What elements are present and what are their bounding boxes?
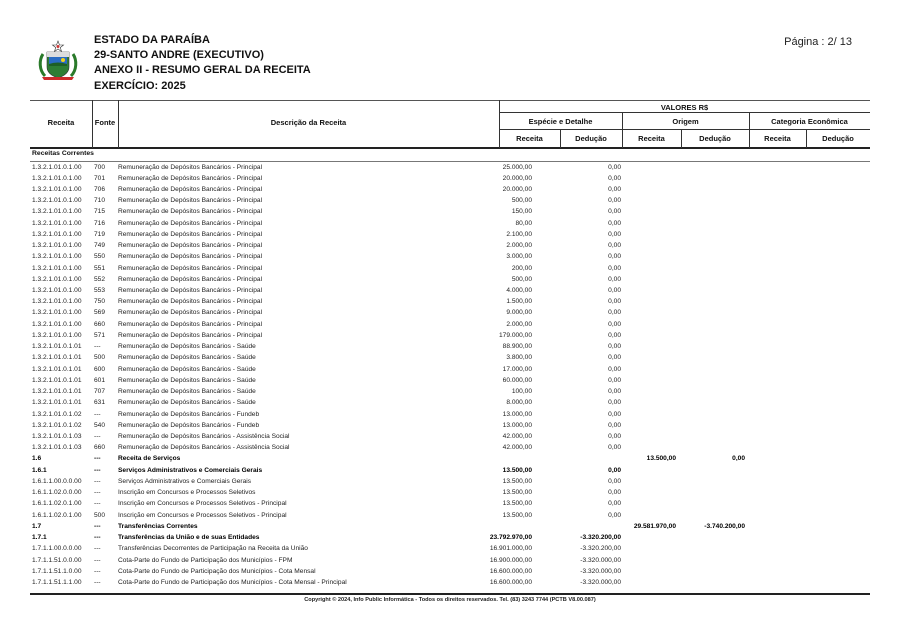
col-sub-deducao: Dedução <box>822 134 854 143</box>
especie-receita-value: 42.000,00 <box>502 433 532 441</box>
source-code: 706 <box>94 185 106 193</box>
revenue-code: 1.3.2.1.01.0.1.01 <box>32 376 82 384</box>
col-sub-receita: Receita <box>516 134 543 143</box>
revenue-code: 1.3.2.1.01.0.1.01 <box>32 343 82 351</box>
revenue-code: 1.6.1.1.00.0.0.00 <box>32 477 82 485</box>
table-row <box>0 498 900 509</box>
revenue-code: 1.6.1.1.02.0.0.00 <box>32 489 82 497</box>
revenue-description: Remuneração de Depósitos Bancários - Principal <box>118 185 263 193</box>
origem-receita-value: 29.581.970,00 <box>633 522 676 530</box>
revenue-code: 1.6.1 <box>32 466 47 474</box>
table-row <box>0 442 900 453</box>
especie-deducao-value: 0,00 <box>608 511 621 519</box>
revenue-code: 1.3.2.1.01.0.1.01 <box>32 354 82 362</box>
source-code: 700 <box>94 163 106 171</box>
especie-deducao-value: 0,00 <box>608 309 621 317</box>
source-code: 707 <box>94 388 106 396</box>
source-code: 540 <box>94 421 106 429</box>
especie-deducao-value: 0,00 <box>608 388 621 396</box>
revenue-description: Remuneração de Depósitos Bancários - Principal <box>118 331 263 339</box>
especie-receita-value: 3.800,00 <box>506 354 532 362</box>
revenue-description: Remuneração de Depósitos Bancários - Principal <box>118 219 263 227</box>
table-row <box>0 184 900 195</box>
especie-deducao-value: 0,00 <box>608 354 621 362</box>
revenue-description: Remuneração de Depósitos Bancários - Principal <box>118 163 263 171</box>
values-sub-rule <box>499 129 870 130</box>
revenue-code: 1.7.1.1.00.0.0.00 <box>32 545 82 553</box>
revenue-code: 1.3.2.1.01.0.1.01 <box>32 388 82 396</box>
revenue-code: 1.3.2.1.01.0.1.00 <box>32 320 82 328</box>
especie-deducao-value: 0,00 <box>608 365 621 373</box>
header-top-rule <box>30 100 870 101</box>
table-row <box>0 229 900 240</box>
revenue-code: 1.3.2.1.01.0.1.01 <box>32 365 82 373</box>
especie-receita-value: 16.600.000,00 <box>489 579 532 586</box>
source-code: 660 <box>94 444 106 452</box>
revenue-description: Remuneração de Depósitos Bancários - Fundeb <box>118 410 260 418</box>
source-code: --- <box>94 455 101 463</box>
table-row <box>0 307 900 318</box>
especie-deducao-value: 0,00 <box>608 343 621 351</box>
source-code: 716 <box>94 219 106 227</box>
especie-receita-value: 500,00 <box>511 275 532 283</box>
especie-receita-value: 2.000,00 <box>506 242 532 250</box>
revenue-code: 1.3.2.1.01.0.1.00 <box>32 230 82 238</box>
revenue-description: Remuneração de Depósitos Bancários - Principal <box>118 298 263 306</box>
especie-receita-value: 179.000,00 <box>498 331 532 339</box>
revenue-code: 1.3.2.1.01.0.1.00 <box>32 275 82 283</box>
especie-deducao-value: 0,00 <box>608 376 621 384</box>
table-row <box>0 274 900 285</box>
revenue-code: 1.3.2.1.01.0.1.00 <box>32 163 82 171</box>
origem-deducao-value: 0,00 <box>732 455 745 463</box>
source-code: --- <box>94 579 101 586</box>
source-code: 550 <box>94 253 106 261</box>
report-title: ANEXO II - RESUMO GERAL DA RECEITA <box>94 64 311 76</box>
table-row <box>0 409 900 420</box>
table-row <box>0 352 900 363</box>
revenue-description: Inscrição em Concursos e Processos Seletivos - Principal <box>118 511 287 519</box>
page-indicator: Página : 2/ 13 <box>784 36 852 48</box>
especie-receita-value: 3.000,00 <box>506 253 532 261</box>
revenue-description: Remuneração de Depósitos Bancários - Saúde <box>118 343 256 351</box>
especie-deducao-value: 0,00 <box>608 331 621 339</box>
source-code: 710 <box>94 197 106 205</box>
source-code: --- <box>94 477 101 485</box>
especie-deducao-value: 0,00 <box>608 275 621 283</box>
especie-deducao-value: 0,00 <box>608 253 621 261</box>
revenue-description: Transferências Decorrentes de Participação na Receita da União <box>118 545 308 553</box>
revenue-code: 1.3.2.1.01.0.1.00 <box>32 208 82 216</box>
table-row <box>0 263 900 274</box>
especie-deducao-value: 0,00 <box>608 208 621 216</box>
revenue-code: 1.3.2.1.01.0.1.03 <box>32 444 82 452</box>
especie-deducao-value: 0,00 <box>608 433 621 441</box>
revenue-description: Remuneração de Depósitos Bancários - Principal <box>118 275 263 283</box>
table-row <box>0 521 900 532</box>
col-sub-deducao: Dedução <box>699 134 731 143</box>
revenue-description: Receita de Serviços <box>118 455 181 463</box>
revenue-description: Remuneração de Depósitos Bancários - Saúde <box>118 399 256 407</box>
revenue-description: Remuneração de Depósitos Bancários - Principal <box>118 253 263 261</box>
especie-deducao-value: 0,00 <box>608 298 621 306</box>
source-code: --- <box>94 433 101 441</box>
revenue-description: Remuneração de Depósitos Bancários - Saúde <box>118 365 256 373</box>
revenue-code: 1.3.2.1.01.0.1.00 <box>32 174 82 182</box>
state-coat-of-arms-icon <box>37 40 79 84</box>
table-row <box>0 240 900 251</box>
especie-receita-value: 42.000,00 <box>502 444 532 452</box>
revenue-description: Remuneração de Depósitos Bancários - Principal <box>118 208 263 216</box>
source-code: 701 <box>94 174 106 182</box>
especie-deducao-value: -3.320.200,00 <box>580 545 621 553</box>
source-code: 715 <box>94 208 106 216</box>
especie-receita-value: 80,00 <box>515 219 532 227</box>
source-code: 500 <box>94 511 106 519</box>
table-row <box>0 532 900 543</box>
revenue-code: 1.3.2.1.01.0.1.00 <box>32 242 82 250</box>
source-code: --- <box>94 545 101 553</box>
especie-deducao-value: 0,00 <box>608 264 621 272</box>
revenue-code: 1.3.2.1.01.0.1.03 <box>32 433 82 441</box>
table-row <box>0 577 900 588</box>
revenue-code: 1.3.2.1.01.0.1.00 <box>32 253 82 261</box>
revenue-code: 1.7.1.1.51.0.0.00 <box>32 556 82 564</box>
revenue-description: Remuneração de Depósitos Bancários - Principal <box>118 174 263 182</box>
values-group-rule <box>499 112 870 113</box>
especie-deducao-value: 0,00 <box>608 219 621 227</box>
revenue-code: 1.6.1.1.02.0.1.00 <box>32 511 82 519</box>
source-code: --- <box>94 343 101 351</box>
especie-receita-value: 200,00 <box>511 264 532 272</box>
especie-receita-value: 60.000,00 <box>502 376 532 384</box>
source-code: --- <box>94 567 101 575</box>
source-code: 500 <box>94 354 106 362</box>
especie-deducao-value: 0,00 <box>608 500 621 508</box>
especie-receita-value: 20.000,00 <box>502 185 532 193</box>
table-row <box>0 173 900 184</box>
revenue-code: 1.3.2.1.01.0.1.00 <box>32 219 82 227</box>
especie-receita-value: 20.000,00 <box>502 174 532 182</box>
revenue-code: 1.3.2.1.01.0.1.01 <box>32 399 82 407</box>
table-row <box>0 251 900 262</box>
source-code: --- <box>94 556 101 564</box>
especie-receita-value: 13.500,00 <box>502 489 532 497</box>
table-row <box>0 431 900 442</box>
especie-deducao-value: 0,00 <box>608 185 621 193</box>
revenue-description: Remuneração de Depósitos Bancários - Principal <box>118 197 263 205</box>
especie-deducao-value: 0,00 <box>608 242 621 250</box>
especie-deducao-value: 0,00 <box>608 410 621 418</box>
origem-deducao-value: -3.740.200,00 <box>704 522 745 530</box>
table-row <box>0 364 900 375</box>
revenue-code: 1.3.2.1.01.0.1.00 <box>32 309 82 317</box>
source-code: 750 <box>94 298 106 306</box>
col-header-fonte: Fonte <box>94 118 116 127</box>
especie-deducao-value: 0,00 <box>608 320 621 328</box>
table-row <box>0 555 900 566</box>
state-name: ESTADO DA PARAÍBA <box>94 34 210 46</box>
revenue-description: Remuneração de Depósitos Bancários - Saúde <box>118 354 256 362</box>
revenue-description: Remuneração de Depósitos Bancários - Principal <box>118 287 263 295</box>
especie-deducao-value: 0,00 <box>608 489 621 497</box>
revenue-description: Serviços Administrativos e Comerciais Gerais <box>118 466 263 474</box>
fiscal-year: EXERCÍCIO: 2025 <box>94 80 186 92</box>
revenue-code: 1.3.2.1.01.0.1.00 <box>32 331 82 339</box>
revenue-description: Remuneração de Depósitos Bancários - Fundeb <box>118 421 260 429</box>
source-code: 571 <box>94 331 106 339</box>
revenue-description: Serviços Administrativos e Comerciais Gerais <box>118 477 252 485</box>
header-bottom-rule <box>30 147 870 149</box>
source-code: --- <box>94 489 101 497</box>
revenue-description: Remuneração de Depósitos Bancários - Principal <box>118 264 263 272</box>
table-row <box>0 206 900 217</box>
revenue-description: Transferências da União e de suas Entidades <box>118 534 260 542</box>
revenue-code: 1.3.2.1.01.0.1.02 <box>32 421 82 429</box>
revenue-code: 1.6.1.1.02.0.1.00 <box>32 500 82 508</box>
table-row <box>0 543 900 554</box>
table-row <box>0 341 900 352</box>
especie-deducao-value: 0,00 <box>608 444 621 452</box>
table-row <box>0 195 900 206</box>
especie-receita-value: 13.500,00 <box>502 477 532 485</box>
table-row <box>0 375 900 386</box>
especie-receita-value: 13.000,00 <box>502 410 532 418</box>
revenue-description: Cota-Parte do Fundo de Participação dos Municípios - FPM <box>118 556 293 564</box>
especie-receita-value: 16.900.000,00 <box>489 556 532 564</box>
especie-receita-value: 1.500,00 <box>506 298 532 306</box>
table-row <box>0 465 900 476</box>
especie-deducao-value: 0,00 <box>608 421 621 429</box>
especie-deducao-value: 0,00 <box>608 466 621 474</box>
table-row <box>0 296 900 307</box>
footer-rule <box>30 593 870 595</box>
revenue-description: Remuneração de Depósitos Bancários - Principal <box>118 242 263 250</box>
revenue-description: Remuneração de Depósitos Bancários - Saúde <box>118 388 256 396</box>
revenue-code: 1.3.2.1.01.0.1.00 <box>32 287 82 295</box>
especie-receita-value: 150,00 <box>511 208 532 216</box>
source-code: 551 <box>94 264 106 272</box>
especie-receita-value: 88.900,00 <box>502 343 532 351</box>
source-code: 600 <box>94 365 106 373</box>
table-row <box>0 330 900 341</box>
table-row <box>0 397 900 408</box>
especie-deducao-value: 0,00 <box>608 477 621 485</box>
origem-receita-value: 13.500,00 <box>646 455 676 463</box>
especie-receita-value: 16.600.000,00 <box>489 567 532 575</box>
revenue-description: Cota-Parte do Fundo de Participação dos Municípios - Cota Mensal <box>118 567 316 575</box>
table-row <box>0 510 900 521</box>
source-code: --- <box>94 534 101 542</box>
especie-receita-value: 23.792.970,00 <box>489 534 532 542</box>
table-row <box>0 162 900 173</box>
source-code: --- <box>94 466 101 474</box>
especie-deducao-value: -3.320.000,00 <box>580 579 621 586</box>
revenue-description: Remuneração de Depósitos Bancários - Assistência Social <box>118 433 290 441</box>
revenue-code: 1.7.1 <box>32 534 47 542</box>
especie-receita-value: 13.000,00 <box>502 421 532 429</box>
source-code: 631 <box>94 399 106 407</box>
revenue-description: Remuneração de Depósitos Bancários - Principal <box>118 309 263 317</box>
especie-receita-value: 2.100,00 <box>506 230 532 238</box>
especie-deducao-value: 0,00 <box>608 399 621 407</box>
source-code: --- <box>94 410 101 418</box>
especie-receita-value: 4.000,00 <box>506 287 532 295</box>
col-sub-receita: Receita <box>638 134 665 143</box>
col-group-origem: Origem <box>672 117 699 126</box>
especie-deducao-value: -3.320.200,00 <box>580 534 621 542</box>
source-code: 552 <box>94 275 106 283</box>
especie-deducao-value: 0,00 <box>608 287 621 295</box>
revenue-code: 1.3.2.1.01.0.1.00 <box>32 185 82 193</box>
revenue-code: 1.7.1.1.51.1.1.00 <box>32 579 82 586</box>
revenue-code: 1.7 <box>32 522 42 530</box>
col-sub-receita: Receita <box>764 134 791 143</box>
table-row <box>0 319 900 330</box>
col-sub-deducao: Dedução <box>575 134 607 143</box>
especie-receita-value: 9.000,00 <box>506 309 532 317</box>
source-code: --- <box>94 500 101 508</box>
table-row <box>0 453 900 464</box>
col-header-receita: Receita <box>47 118 75 127</box>
especie-deducao-value: 0,00 <box>608 230 621 238</box>
table-row <box>0 476 900 487</box>
especie-receita-value: 17.000,00 <box>502 365 532 373</box>
revenue-description: Remuneração de Depósitos Bancários - Assistência Social <box>118 444 290 452</box>
especie-receita-value: 16.901.000,00 <box>489 545 532 553</box>
revenue-description: Inscrição em Concursos e Processos Seletivos - Principal <box>118 500 287 508</box>
revenue-code: 1.6 <box>32 455 42 463</box>
especie-deducao-value: 0,00 <box>608 163 621 171</box>
revenue-description: Transferências Correntes <box>118 522 198 530</box>
revenue-code: 1.3.2.1.01.0.1.02 <box>32 410 82 418</box>
especie-deducao-value: 0,00 <box>608 174 621 182</box>
source-code: --- <box>94 522 101 530</box>
table-row <box>0 566 900 577</box>
especie-receita-value: 100,00 <box>511 388 532 396</box>
especie-deducao-value: -3.320.000,00 <box>580 567 621 575</box>
revenue-code: 1.3.2.1.01.0.1.00 <box>32 298 82 306</box>
table-row <box>0 386 900 397</box>
revenue-description: Inscrição em Concursos e Processos Seletivos <box>118 489 256 497</box>
table-row <box>0 218 900 229</box>
revenue-description: Cota-Parte do Fundo de Participação dos Municípios - Cota Mensal - Principal <box>118 579 347 586</box>
entity-name: 29-SANTO ANDRE (EXECUTIVO) <box>94 49 264 61</box>
table-row <box>0 487 900 498</box>
especie-receita-value: 13.500,00 <box>502 511 532 519</box>
section-label: Receitas Correntes <box>32 150 94 157</box>
col-header-descricao: Descrição da Receita <box>270 118 347 127</box>
especie-receita-value: 500,00 <box>511 197 532 205</box>
especie-deducao-value: 0,00 <box>608 197 621 205</box>
source-code: 660 <box>94 320 106 328</box>
table-row <box>0 285 900 296</box>
col-group-categoria: Categoria Econômica <box>771 117 848 126</box>
especie-receita-value: 25.000,00 <box>502 163 532 171</box>
col-header-valores: VALORES R$ <box>660 103 709 112</box>
copyright-footer: Copyright © 2024, Info Public Informática - Todos os direitos reservados. Tel. (83) 3243 7744 (PCTB V8.00.087) <box>304 597 596 603</box>
revenue-code: 1.7.1.1.51.1.0.00 <box>32 567 82 575</box>
table-row <box>0 420 900 431</box>
revenue-description: Remuneração de Depósitos Bancários - Principal <box>118 320 263 328</box>
revenue-description: Remuneração de Depósitos Bancários - Principal <box>118 230 263 238</box>
source-code: 601 <box>94 376 106 384</box>
source-code: 569 <box>94 309 106 317</box>
especie-receita-value: 2.000,00 <box>506 320 532 328</box>
especie-receita-value: 13.500,00 <box>502 500 532 508</box>
source-code: 553 <box>94 287 106 295</box>
revenue-code: 1.3.2.1.01.0.1.00 <box>32 264 82 272</box>
especie-deducao-value: -3.320.000,00 <box>580 556 621 564</box>
revenue-description: Remuneração de Depósitos Bancários - Saúde <box>118 376 256 384</box>
source-code: 749 <box>94 242 106 250</box>
especie-receita-value: 8.000,00 <box>506 399 532 407</box>
col-group-especie: Espécie e Detalhe <box>528 117 593 126</box>
especie-receita-value: 13.500,00 <box>502 466 532 474</box>
source-code: 719 <box>94 230 106 238</box>
revenue-code: 1.3.2.1.01.0.1.00 <box>32 197 82 205</box>
